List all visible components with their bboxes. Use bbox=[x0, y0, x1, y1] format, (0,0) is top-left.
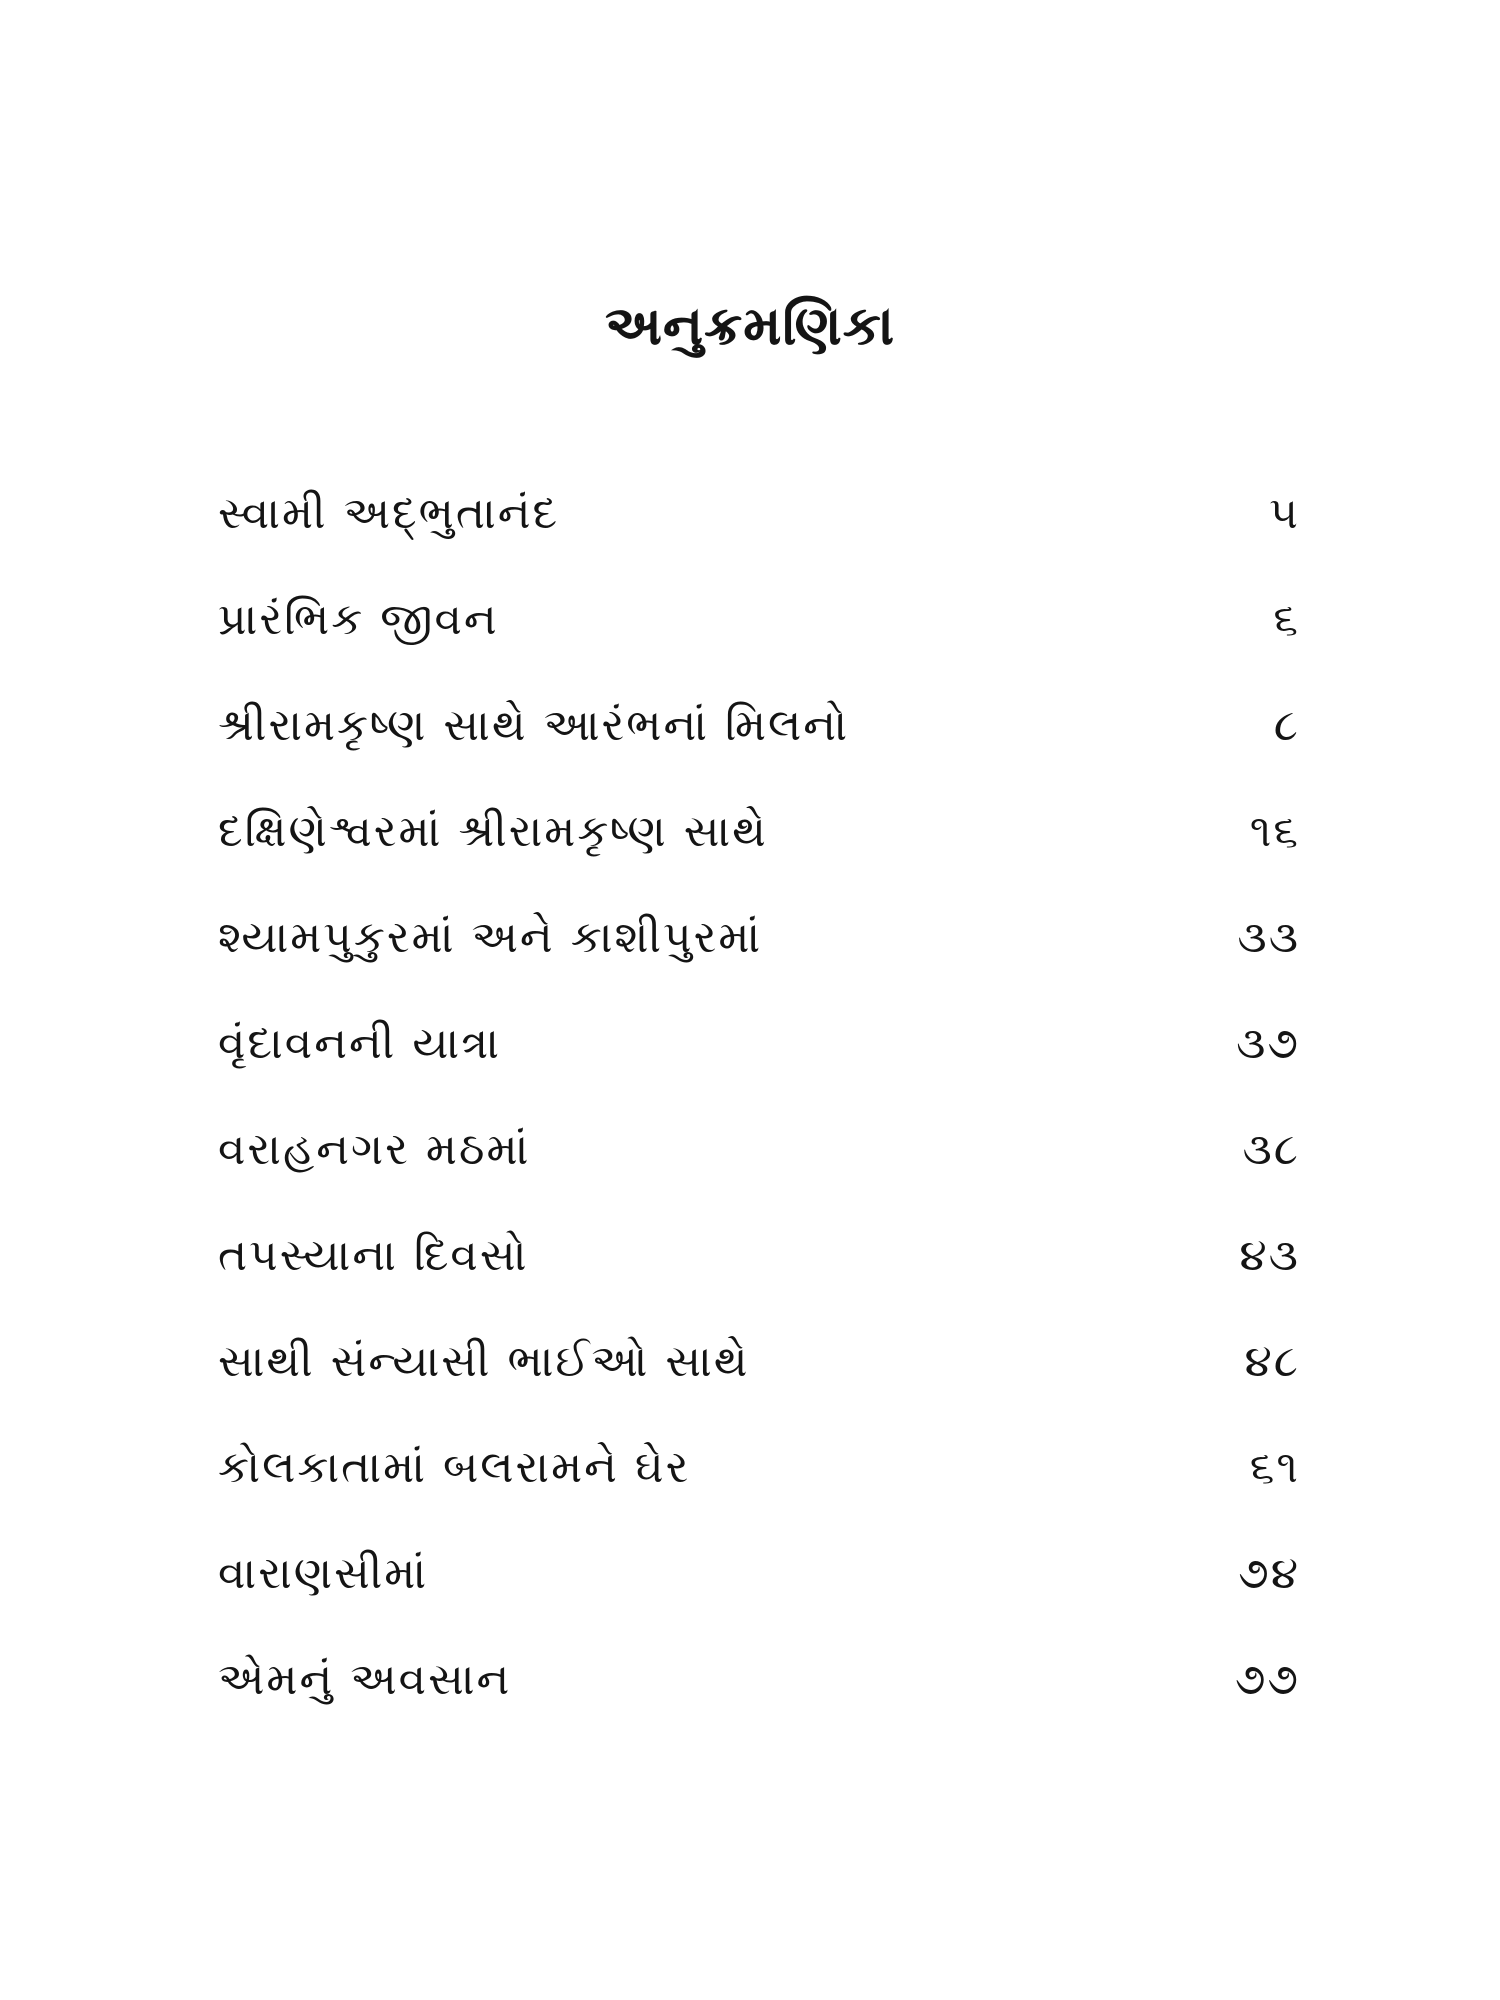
toc-entry-title: વૃંદાવનની યાત્રા bbox=[218, 1017, 501, 1069]
toc-entry bbox=[218, 778, 1300, 884]
toc-entry-page-number: ૪૮ bbox=[1244, 1335, 1300, 1387]
toc-entry bbox=[218, 1308, 1300, 1414]
toc-entry-page-number: ૮ bbox=[1273, 699, 1300, 751]
toc-entry bbox=[218, 990, 1300, 1096]
toc-entry-title: દક્ષિણેશ્વરમાં શ્રીરામકૃષ્ણ સાથે bbox=[218, 805, 768, 857]
table-of-contents bbox=[218, 460, 1300, 1732]
toc-entry bbox=[218, 672, 1300, 778]
toc-entry-page-number: ૩૭ bbox=[1236, 1017, 1300, 1069]
toc-entry bbox=[218, 460, 1300, 566]
toc-entry-title: કોલકાતામાં બલરામને ઘેર bbox=[218, 1441, 691, 1493]
toc-entry bbox=[218, 884, 1300, 990]
toc-entry bbox=[218, 1520, 1300, 1626]
toc-entry-title: એમનું અવસાન bbox=[218, 1653, 512, 1705]
toc-entry-page-number: ૬૧ bbox=[1249, 1441, 1300, 1493]
toc-entry bbox=[218, 1414, 1300, 1520]
toc-entry-title: વારાણસીમાં bbox=[218, 1547, 429, 1599]
toc-entry-title: શ્યામપુકુરમાં અને કાશીપુરમાં bbox=[218, 911, 763, 963]
toc-entry bbox=[218, 566, 1300, 672]
toc-entry-page-number: ૩૩ bbox=[1237, 911, 1300, 963]
toc-entry-page-number: ૪૩ bbox=[1239, 1229, 1300, 1281]
toc-entry-page-number: ૫ bbox=[1269, 487, 1300, 539]
toc-entry bbox=[218, 1096, 1300, 1202]
toc-entry-page-number: ૧૬ bbox=[1249, 805, 1300, 857]
toc-entry-title: તપસ્યાના દિવસો bbox=[218, 1229, 529, 1281]
page-title: અનુક્રમણિકા bbox=[604, 294, 896, 358]
toc-entry-page-number: ૭૪ bbox=[1238, 1547, 1300, 1599]
toc-entry bbox=[218, 1202, 1300, 1308]
toc-entry-page-number: ૭૭ bbox=[1234, 1653, 1300, 1705]
toc-entry-title: શ્રીરામકૃષ્ણ સાથે આરંભનાં મિલનો bbox=[218, 699, 850, 751]
toc-entry bbox=[218, 1626, 1300, 1732]
toc-entry-title: વરાહનગર મઠમાં bbox=[218, 1123, 531, 1175]
toc-entry-title: પ્રારંભિક જીવન bbox=[218, 593, 499, 645]
toc-entry-title: સાથી સંન્યાસી ભાઈઓ સાથે bbox=[218, 1335, 750, 1387]
toc-entry-page-number: ૬ bbox=[1273, 593, 1300, 645]
toc-entry-page-number: ૩૮ bbox=[1242, 1123, 1300, 1175]
toc-entry-title: સ્વામી અદ્ભુતાનંદ bbox=[218, 487, 560, 539]
